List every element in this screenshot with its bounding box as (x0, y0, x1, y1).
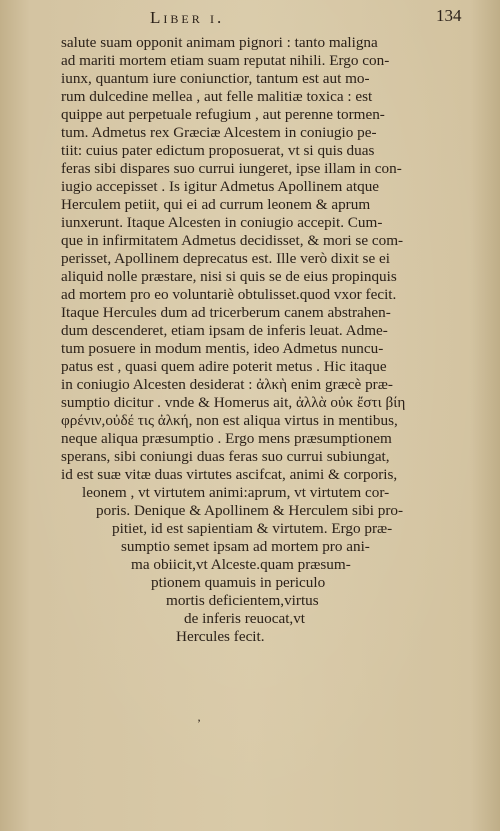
text-line: neque aliqua præsumptio . Ergo mens præsumptionem (61, 430, 392, 447)
text-line: tum posuere in modum mentis, ideo Admetus nuncu- (61, 340, 384, 357)
text-line: iugio accepisset . Is igitur Admetus Apollinem atque (61, 178, 380, 195)
text-line: id est suæ vitæ duas virtutes ascifcat, animi & corporis, (61, 466, 398, 483)
text-line: quippe aut perpetuale refugium , aut perenne tormen- (61, 106, 385, 123)
page-header (0, 6, 500, 32)
text-line: rum dulcedine mellea , aut felle malitiæ toxica : est (61, 88, 373, 105)
text-line: tiit: cuius pater edictum proposuerat, vt si quis duas (61, 142, 375, 159)
text-line: aliquid nolle præstare, nisi si quis se de eius propinquis (61, 268, 397, 285)
text-line: que in infirmitatem Admetus decidisset, & mori se com- (61, 232, 404, 249)
text-line: sumptio semet ipsam ad mortem pro ani- (121, 538, 370, 555)
text-line: ad mariti mortem etiam suam reputat nihili. Ergo con- (61, 52, 390, 69)
text-line: patus est , quasi quem adire poterit metus . Hic itaque (61, 358, 387, 375)
text-line: Hercules fecit. (176, 628, 265, 645)
text-line: sperans, sibi coniungi duas feras suo currui subiungat, (61, 448, 390, 465)
text-line: leonem , vt virtutem animi:aprum, vt virtutem cor- (82, 484, 390, 501)
text-line: mortis deficientem,virtus (166, 592, 319, 609)
text-line: feras sibi dispares suo currui iungeret, ipse illam in con- (61, 160, 402, 177)
text-line: perisset, Apollinem deprecatus est. Ille verò dixit se ei (61, 250, 390, 267)
stray-mark: ’ (197, 716, 201, 730)
text-line: in coniugio Alcesten desiderat : ἀλκὴ enim græcè præ- (61, 376, 393, 393)
text-line: ad mortem pro eo voluntariè obtulisset.quod vxor fecit. (61, 286, 397, 303)
text-line: Herculem petiit, qui ei ad currum leonem & aprum (61, 196, 371, 213)
text-line: de inferis reuocat,vt (184, 610, 306, 627)
text-line: iunx, quantum iure coniunctior, tantum est aut mo- (61, 70, 370, 87)
text-line: sumptio dicitur . vnde & Homerus ait, ἀλλὰ οὐκ ἔστι βίη (61, 394, 406, 411)
text-line: tum. Admetus rex Græciæ Alcestem in coniugio pe- (61, 124, 377, 141)
text-line: ptionem quamuis in periculo (151, 574, 326, 591)
running-head: Liber i. (150, 8, 225, 27)
text-line: Itaque Hercules dum ad tricerberum canem abstrahen- (61, 304, 391, 321)
text-line: salute suam opponit animam pignori : tanto maligna (61, 34, 378, 51)
page-number: 134 (436, 6, 462, 25)
text-line: dum descenderet, etiam ipsam de inferis leuat. Adme- (61, 322, 388, 339)
text-line: φρένιν,οὐδέ τις ἀλκή, non est aliqua virtus in mentibus, (61, 412, 398, 429)
text-line: iunxerunt. Itaque Alcesten in coniugio accepit. Cum- (61, 214, 383, 231)
text-line: poris. Denique & Apollinem & Herculem sibi pro- (96, 502, 404, 519)
text-line: ma obiicit,vt Alceste.quam præsum- (131, 556, 351, 573)
text-line: pitiet, id est sapientiam & virtutem. Ergo præ- (112, 520, 393, 537)
